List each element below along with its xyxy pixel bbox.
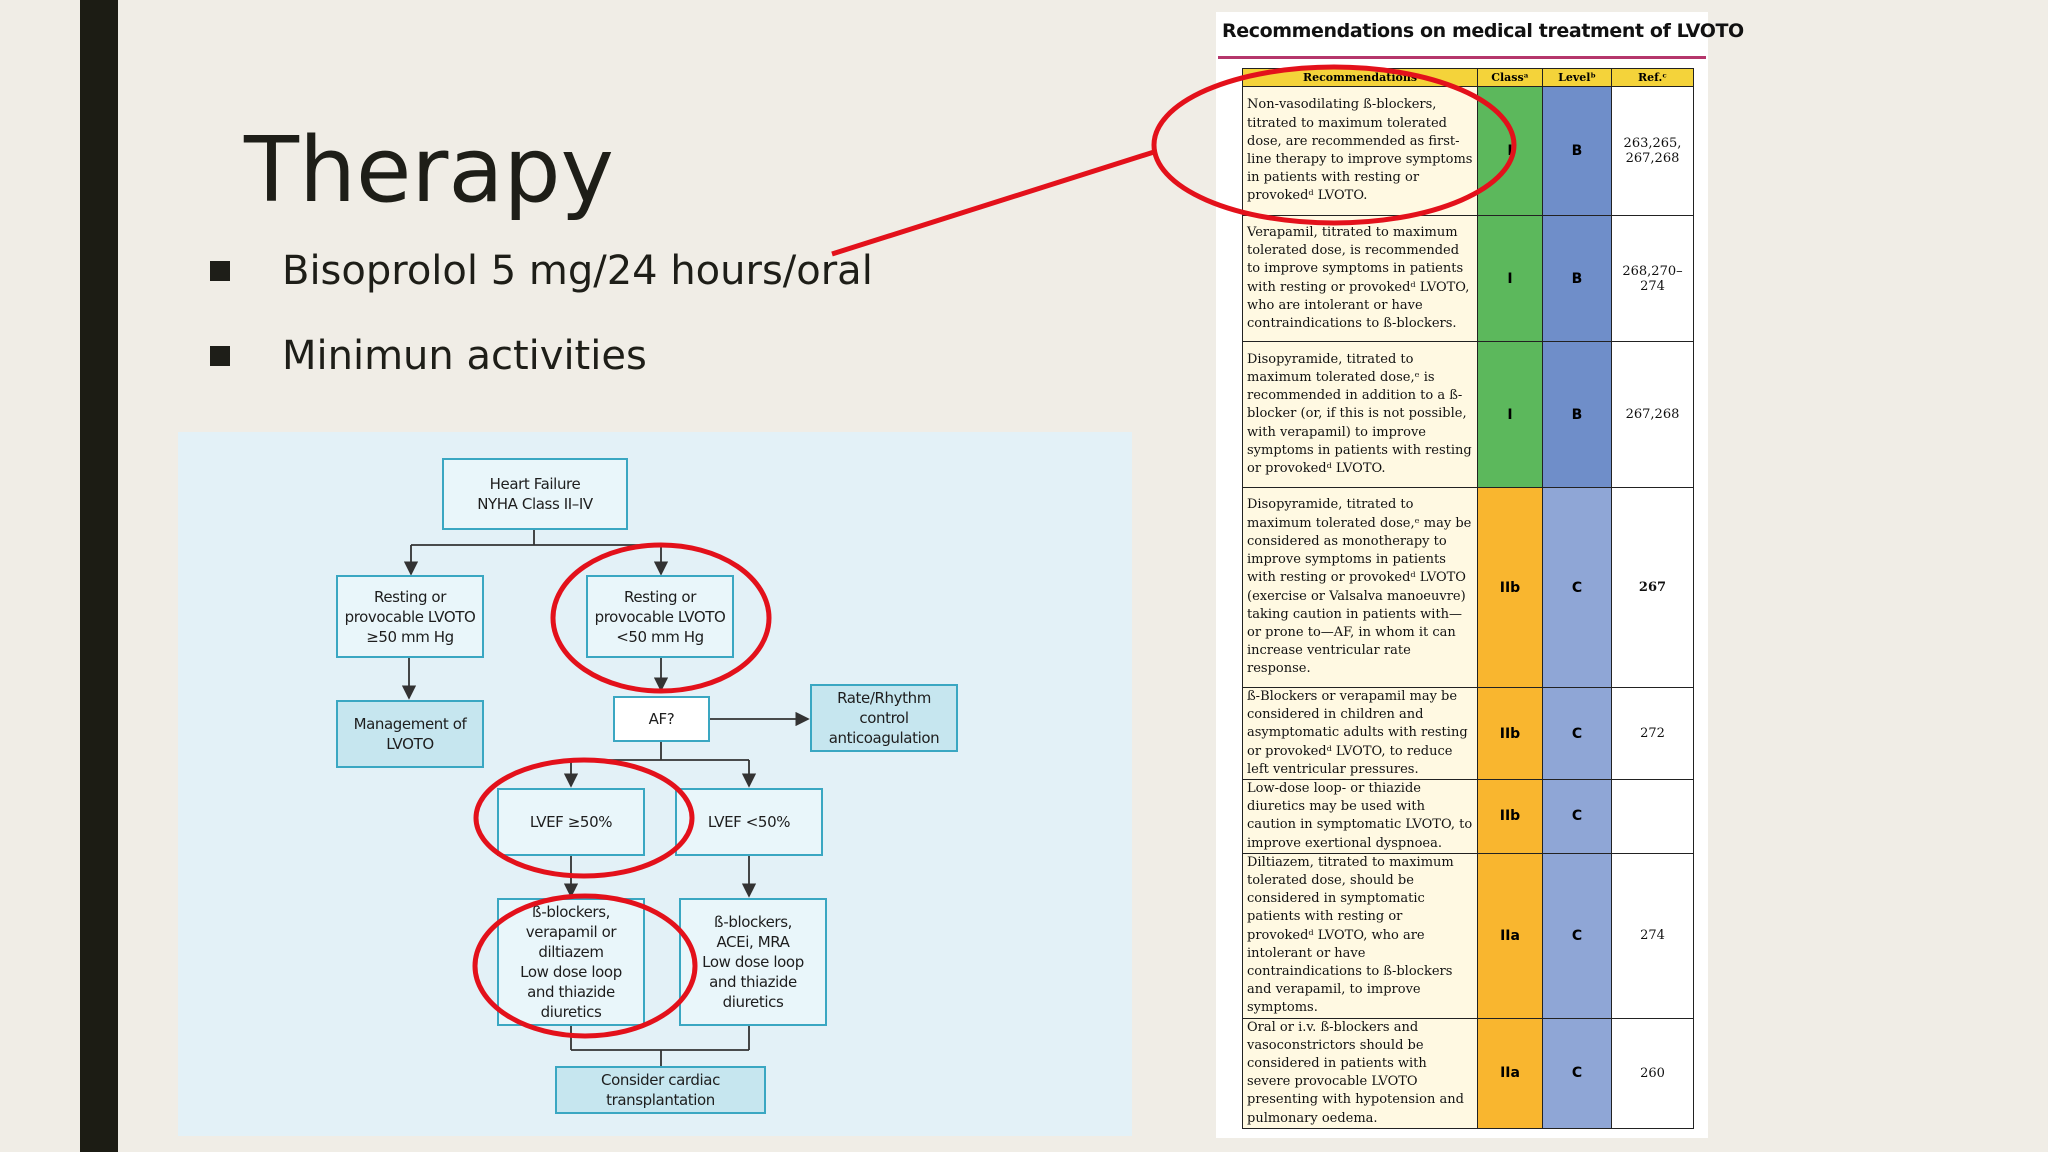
- header-class: Classᵃ: [1478, 69, 1543, 87]
- recommendations-title: Recommendations on medical treatment of LVOTO: [1222, 20, 1744, 42]
- cell-level: C: [1543, 1018, 1612, 1128]
- flow-text: ß-blockers, ACEi, MRA Low dose loop and thiazide diuretics: [702, 913, 804, 1011]
- bullet-item: [210, 248, 873, 294]
- cell-level: C: [1543, 780, 1612, 854]
- cell-class: IIa: [1478, 853, 1543, 1018]
- cell-ref: 267,268: [1612, 342, 1694, 488]
- cell-recommendation: Disopyramide, titrated to maximum tolerated dose,ᵉ is recommended in addition to a ß-blocker (or, if this is not possible, with verapamil) to improve symptoms in patients with resting or provokedᵈ LVOTO.: [1243, 342, 1478, 488]
- bullet-text: Bisoprolol 5 mg/24 hours/oral: [282, 248, 873, 294]
- slide-title: Therapy: [244, 118, 614, 223]
- table-row: [1243, 853, 1694, 1018]
- flow-text: AF?: [648, 710, 675, 728]
- header-level: Levelᵇ: [1543, 69, 1612, 87]
- flow-text: Resting or provocable LVOTO ≥50 mm Hg: [344, 587, 476, 646]
- cell-level: B: [1543, 216, 1612, 342]
- flow-text: LVEF <50%: [707, 813, 791, 831]
- cell-level: B: [1543, 342, 1612, 488]
- cell-class: I: [1478, 87, 1543, 216]
- flow-box-af: [613, 696, 710, 742]
- flow-text: ß-blockers, verapamil or diltiazem Low dose loop and thiazide diuretics: [520, 903, 622, 1021]
- cell-level: B: [1543, 87, 1612, 216]
- flow-box-lvoto-high: [336, 575, 484, 658]
- flow-text: Rate/Rhythm control anticoagulation: [828, 689, 940, 747]
- flow-box-lvoto-low: [586, 575, 734, 658]
- table-header-row: [1243, 69, 1694, 87]
- cell-recommendation: Diltiazem, titrated to maximum tolerated dose, should be considered in symptomatic patients with resting or provokedᵈ LVOTO, who are intolerant or have contraindications to ß-blockers and verapamil, to improve symptoms.: [1243, 853, 1478, 1018]
- flow-box-heart-failure: [442, 458, 628, 530]
- table-row: [1243, 780, 1694, 854]
- flow-text: Management of LVOTO: [353, 715, 467, 753]
- connector-line-annotation: [832, 152, 1154, 254]
- header-recommendations: Recommendations: [1243, 69, 1478, 87]
- cell-recommendation: Verapamil, titrated to maximum tolerated dose, is recommended to improve symptoms in patients with resting or provokedᵈ LVOTO, who are intolerant or have contraindications to ß-blockers.: [1243, 216, 1478, 342]
- table-row: [1243, 688, 1694, 780]
- flow-box-lvef-high: [497, 788, 645, 856]
- title-divider: [1218, 56, 1706, 59]
- bullet-square-icon: [210, 346, 230, 366]
- cell-ref: [1612, 780, 1694, 854]
- cell-level: C: [1543, 688, 1612, 780]
- cell-ref: 274: [1612, 853, 1694, 1018]
- flow-box-treatment-low: [679, 898, 827, 1026]
- flow-box-management: [336, 700, 484, 768]
- cell-recommendation: Disopyramide, titrated to maximum tolerated dose,ᵉ may be considered as monotherapy to improve symptoms in patients with resting or provokedᵈ LVOTO (exercise or Valsalva manoeuvre) taking caution in patients with—or prone to—AF, in whom it can increase ventricular rate response.: [1243, 488, 1478, 688]
- cell-recommendation: Non-vasodilating ß-blockers, titrated to maximum tolerated dose, are recommended as first-line therapy to improve symptoms in patients with resting or provokedᵈ LVOTO.: [1243, 87, 1478, 216]
- cell-class: IIb: [1478, 780, 1543, 854]
- slide-sidebar-bar: [80, 0, 118, 1152]
- cell-class: IIb: [1478, 688, 1543, 780]
- cell-recommendation: Low-dose loop- or thiazide diuretics may be used with caution in symptomatic LVOTO, to improve exertional dyspnoea.: [1243, 780, 1478, 854]
- bullet-text: Minimun activities: [282, 333, 647, 379]
- flow-text: Resting or provocable LVOTO <50 mm Hg: [594, 587, 726, 646]
- header-ref: Ref.ᶜ: [1612, 69, 1694, 87]
- table-row: [1243, 1018, 1694, 1128]
- flow-box-transplant: [555, 1066, 766, 1114]
- cell-ref: 268,270–274: [1612, 216, 1694, 342]
- cell-recommendation: Oral or i.v. ß-blockers and vasoconstrictors should be considered in patients with severe provocable LVOTO presenting with hypotension and pulmonary oedema.: [1243, 1018, 1478, 1128]
- flowchart-panel: [178, 432, 1132, 1136]
- cell-ref: 260: [1612, 1018, 1694, 1128]
- cell-class: IIb: [1478, 488, 1543, 688]
- cell-recommendation: ß-Blockers or verapamil may be considered in children and asymptomatic adults with resting or provokedᵈ LVOTO, to reduce left ventricular pressures.: [1243, 688, 1478, 780]
- flow-text: Heart Failure NYHA Class II–IV: [477, 475, 593, 513]
- cell-class: I: [1478, 342, 1543, 488]
- table-row: [1243, 342, 1694, 488]
- table-row: [1243, 216, 1694, 342]
- cell-level: C: [1543, 488, 1612, 688]
- bullet-square-icon: [210, 261, 230, 281]
- table-row: [1243, 488, 1694, 688]
- flow-box-treatment-high: [497, 898, 645, 1026]
- table-row: [1243, 87, 1694, 216]
- flow-text: LVEF ≥50%: [529, 813, 613, 831]
- cell-level: C: [1543, 853, 1612, 1018]
- recommendations-table: [1242, 68, 1694, 1129]
- cell-ref: 267: [1612, 488, 1694, 688]
- cell-ref: 263,265, 267,268: [1612, 87, 1694, 216]
- flow-box-rate-rhythm: [810, 684, 958, 752]
- cell-class: I: [1478, 216, 1543, 342]
- cell-class: IIa: [1478, 1018, 1543, 1128]
- flow-text: Consider cardiac transplantation: [601, 1071, 720, 1109]
- flow-box-lvef-low: [675, 788, 823, 856]
- cell-ref: 272: [1612, 688, 1694, 780]
- bullet-item: [210, 333, 647, 379]
